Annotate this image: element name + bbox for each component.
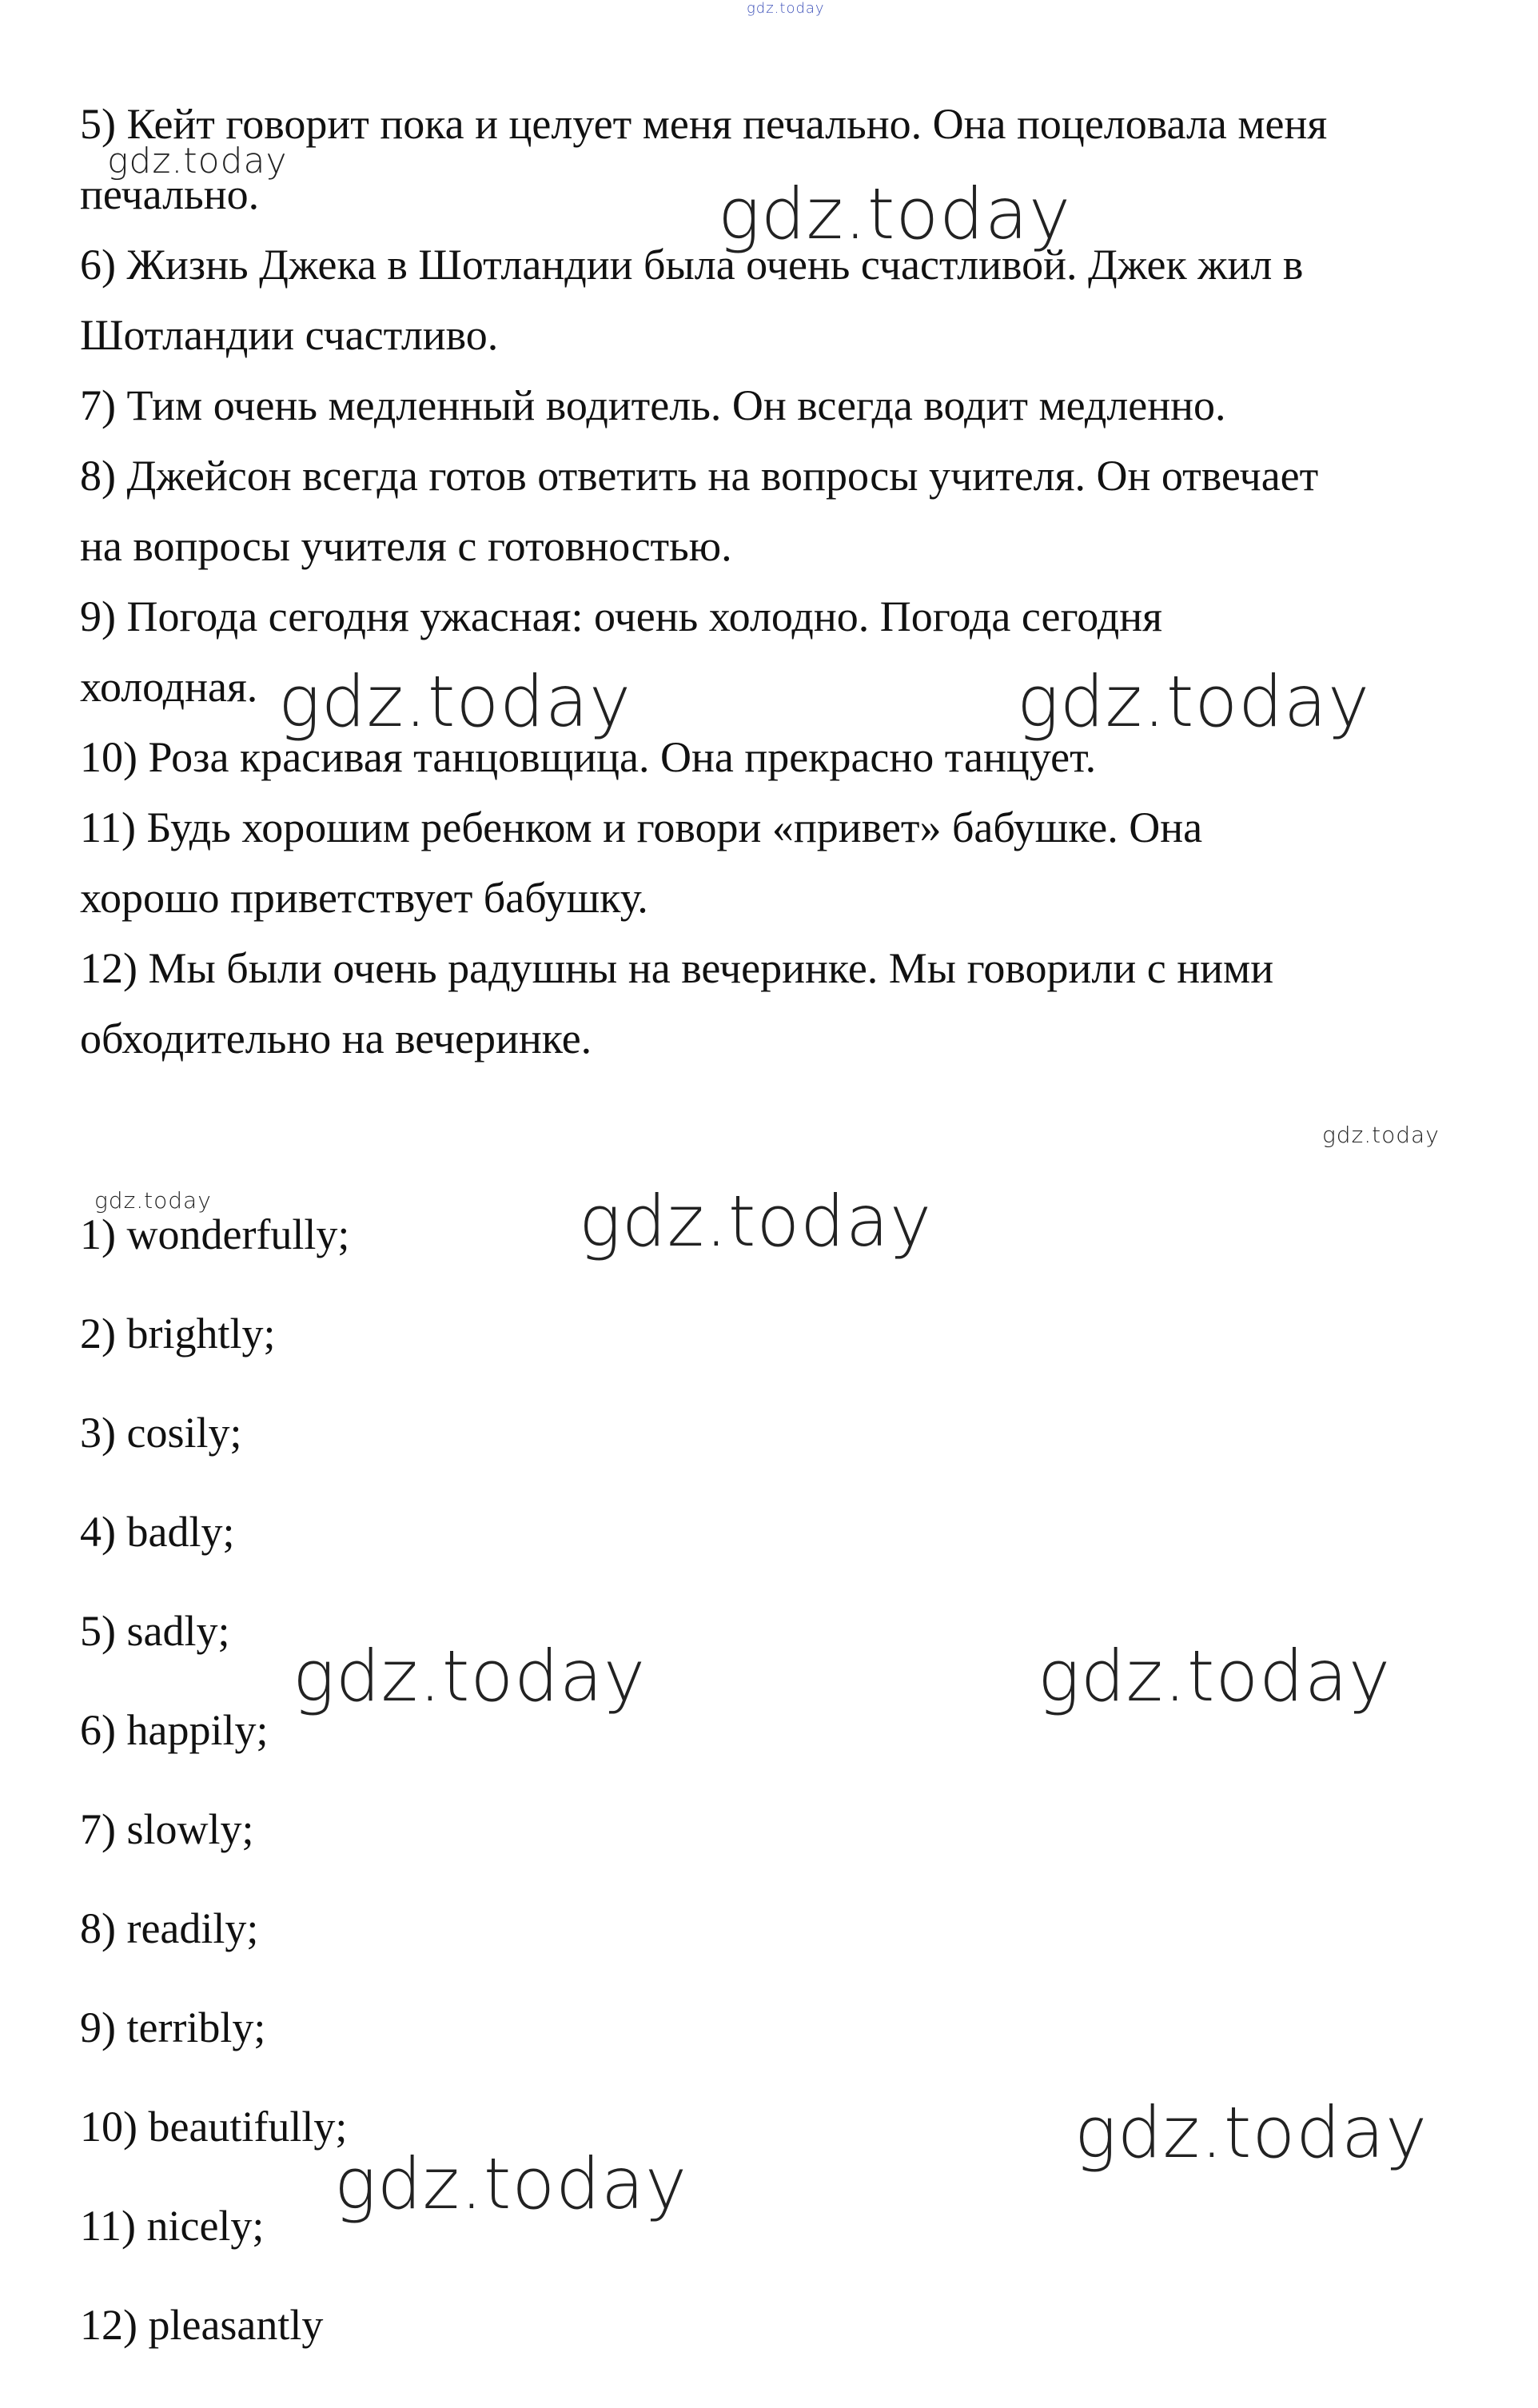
ru-line: 11) Будь хорошим ребенком и говори «привет» бабушке. Она: [80, 803, 1203, 851]
answer-item: 7) slowly;: [80, 1805, 254, 1853]
watermark: gdz.today: [718, 173, 1072, 255]
answer-item: 5) sadly;: [80, 1607, 230, 1655]
watermark: gdz.today: [1074, 2091, 1428, 2174]
watermark: gdz.today: [107, 141, 288, 181]
answer-item: 3) cosily;: [80, 1409, 242, 1457]
watermark: gdz.today: [334, 2143, 688, 2225]
answer-item: 6) happily;: [80, 1706, 269, 1754]
answer-item: 11) nicely;: [80, 2202, 265, 2250]
watermark: gdz.today: [278, 660, 632, 743]
ru-line: 6) Жизнь Джека в Шотландии была очень счастливой. Джек жил в: [80, 241, 1304, 289]
ru-line: холодная.: [80, 663, 258, 711]
ru-line: обходительно на вечеринке.: [80, 1015, 592, 1062]
watermark: gdz.today: [1038, 1635, 1392, 1717]
answer-item: 12) pleasantly: [80, 2301, 324, 2349]
watermark: gdz.today: [1322, 1122, 1440, 1148]
ru-line: 8) Джейсон всегда готов ответить на вопросы учителя. Он отвечает: [80, 452, 1319, 500]
ru-line: печально.: [80, 170, 260, 218]
watermark-top: gdz.today: [747, 0, 825, 17]
answer-item: 8) readily;: [80, 1904, 259, 1952]
ru-line: 12) Мы были очень радушны на вечеринке. Мы говорили с ними: [80, 944, 1274, 992]
watermark: gdz.today: [579, 1180, 933, 1262]
watermark: gdz.today: [94, 1187, 212, 1214]
ru-line: 10) Роза красивая танцовщица. Она прекрасно танцует.: [80, 733, 1097, 781]
watermark: gdz.today: [1017, 660, 1371, 743]
answer-item: 2) brightly;: [80, 1310, 276, 1357]
answer-item: 4) badly;: [80, 1508, 235, 1556]
answer-item: 1) wonderfully;: [80, 1210, 350, 1258]
ru-line: 5) Кейт говорит пока и целует меня печально. Она поцеловала меня: [80, 100, 1328, 148]
ru-line: 7) Тим очень медленный водитель. Он всегда водит медленно.: [80, 381, 1226, 429]
ru-line: на вопросы учителя с готовностью.: [80, 522, 732, 570]
ru-line: хорошо приветствует бабушку.: [80, 874, 648, 922]
ru-line: 9) Погода сегодня ужасная: очень холодно. Погода сегодня: [80, 592, 1162, 640]
ru-line: Шотландии счастливо.: [80, 311, 499, 359]
answer-item: 10) beautifully;: [80, 2103, 348, 2151]
answer-item: 9) terribly;: [80, 2003, 266, 2051]
watermark: gdz.today: [293, 1635, 647, 1717]
